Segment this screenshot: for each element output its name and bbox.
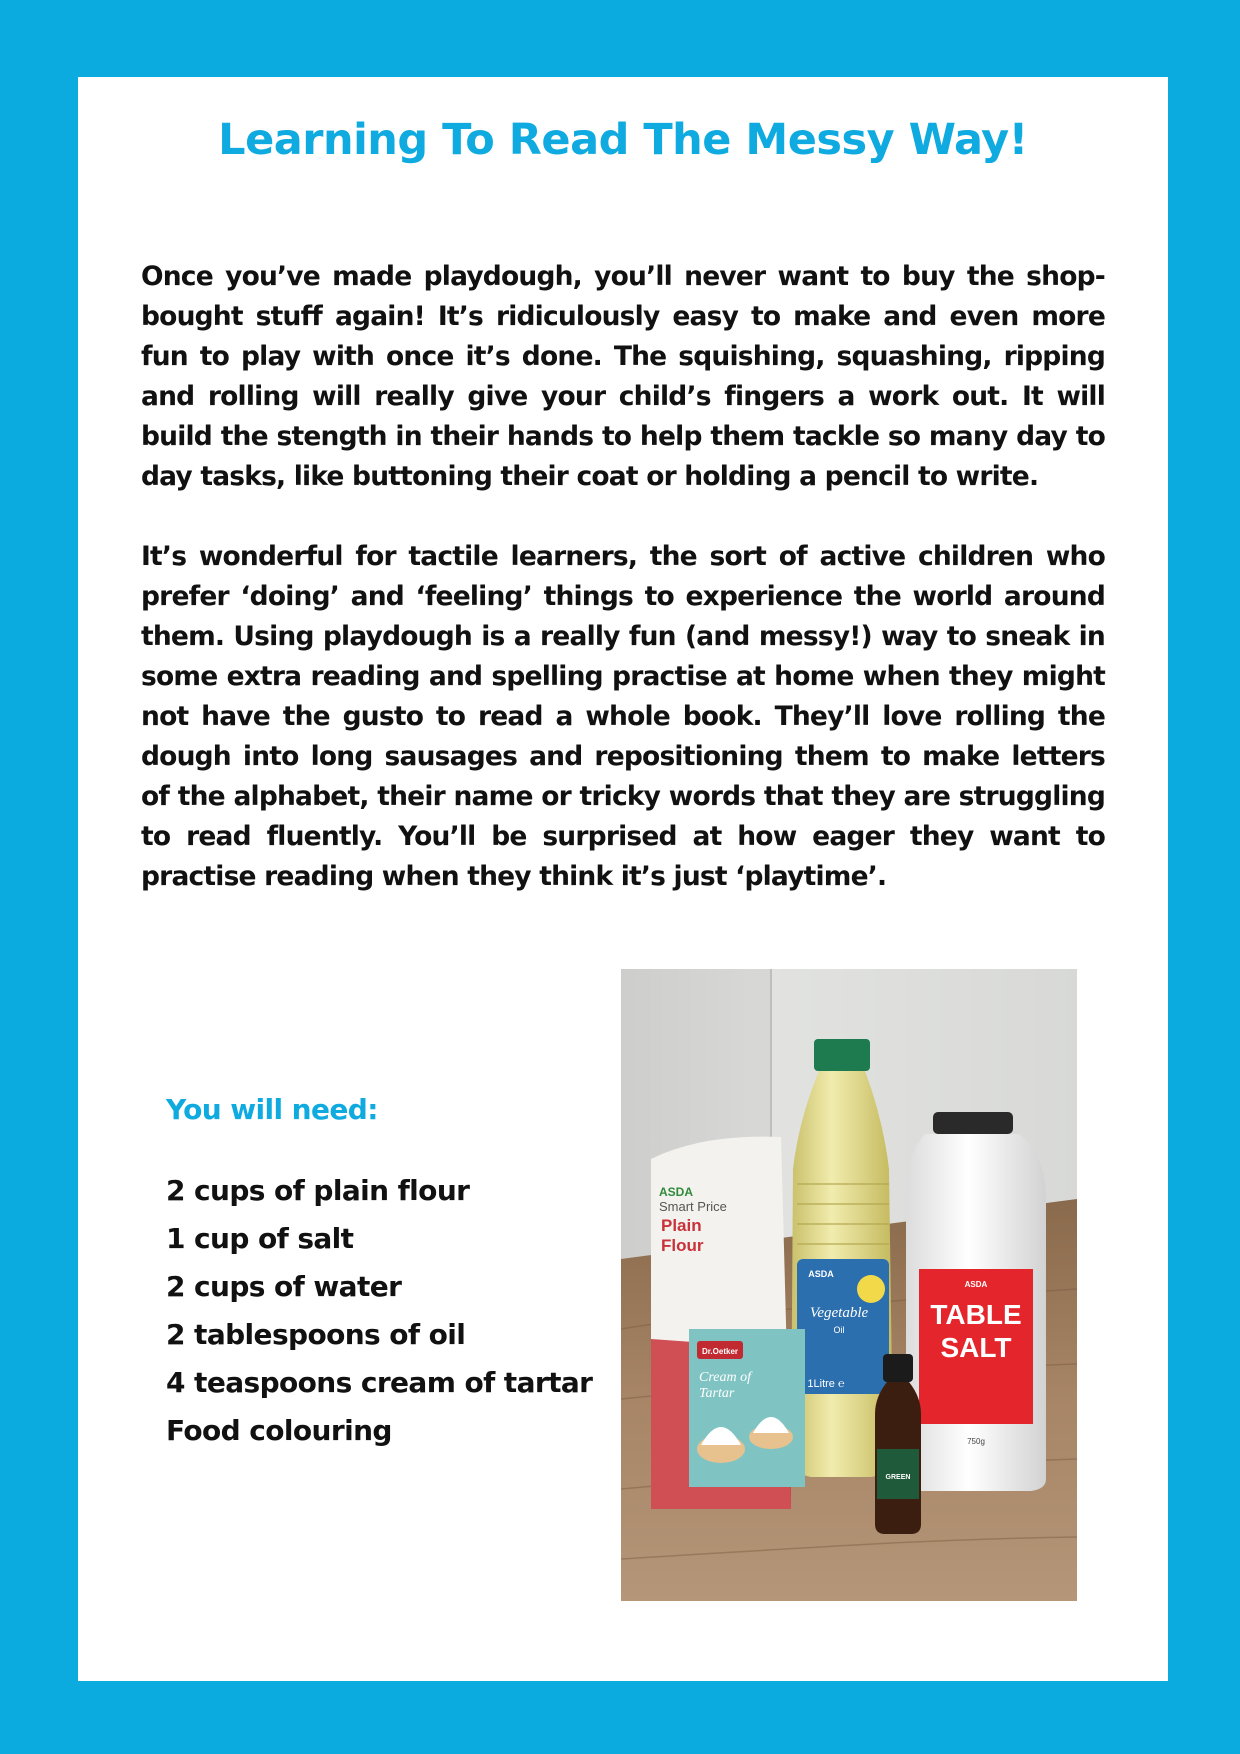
salt-brand-text: ASDA (964, 1280, 988, 1289)
ingredient-item: 4 teaspoons cream of tartar (166, 1366, 593, 1399)
page (78, 77, 1168, 1681)
tartar-line1: Cream of (699, 1370, 751, 1385)
tactile-learners-paragraph: It’s wonderful for tactile learners, the sort of active children who prefer ‘doing’ and ‘feeling’ things to experience the world around them. Using playdough is a really fun (and messy!) way to sneak in some extra reading and spelling practise at home when they might not have the gusto to read a whole book. They’ll love rolling the dough into long sausages and repositioning them to make letters of the alphabet, their name or tricky words that they are struggling to read fluently. You’ll be surprised at how eager they want to practise reading when they think it’s just ‘playtime’. (141, 541, 1105, 892)
ingredient-item: Food colouring (166, 1414, 392, 1447)
page-title: Learning To Read The Messy Way! (218, 115, 1028, 165)
oil-brand-text: ASDA (808, 1269, 834, 1279)
flour-name-line2: Flour (661, 1236, 704, 1255)
ingredient-item: 2 tablespoons of oil (166, 1318, 466, 1351)
ingredients-photo (621, 969, 1077, 1601)
intro-paragraph: Once you’ve made playdough, you’ll never want to buy the shop-bought stuff again! It’s ridiculously easy to make and even more fun to play with once it’s done. The squishing, squashing, ripping and rolling will really give your child’s fingers a work out. It will build the stength in their hands to help them tackle so many day to day tasks, like buttoning their coat or holding a pencil to write. (141, 261, 1105, 492)
tartar-brand-text: Dr.Oetker (701, 1347, 739, 1356)
salt-line1: TABLE (930, 1299, 1022, 1330)
cream-of-tartar-box (689, 1329, 805, 1487)
flour-brand-text: ASDA (659, 1185, 694, 1199)
flour-range-text: Smart Price (659, 1199, 727, 1214)
ingredient-list (166, 1167, 592, 1455)
salt-weight-text: 750g (967, 1437, 985, 1446)
flour-name-line1: Plain (661, 1216, 702, 1235)
ingredient-item: 2 cups of water (166, 1270, 402, 1303)
salt-container (906, 1112, 1046, 1491)
ingredient-item: 2 cups of plain flour (166, 1174, 470, 1207)
tartar-line2: Tartar (699, 1386, 735, 1401)
ingredient-item: 1 cup of salt (166, 1222, 354, 1255)
you-will-need-heading: You will need: (166, 1093, 378, 1126)
colouring-label-text: GREEN (885, 1474, 911, 1481)
salt-line2: SALT (940, 1332, 1012, 1363)
oil-name-line1: Vegetable (809, 1305, 869, 1321)
oil-volume-text: 1Litre ℮ (807, 1378, 845, 1390)
oil-name-line2: Oil (833, 1325, 845, 1335)
